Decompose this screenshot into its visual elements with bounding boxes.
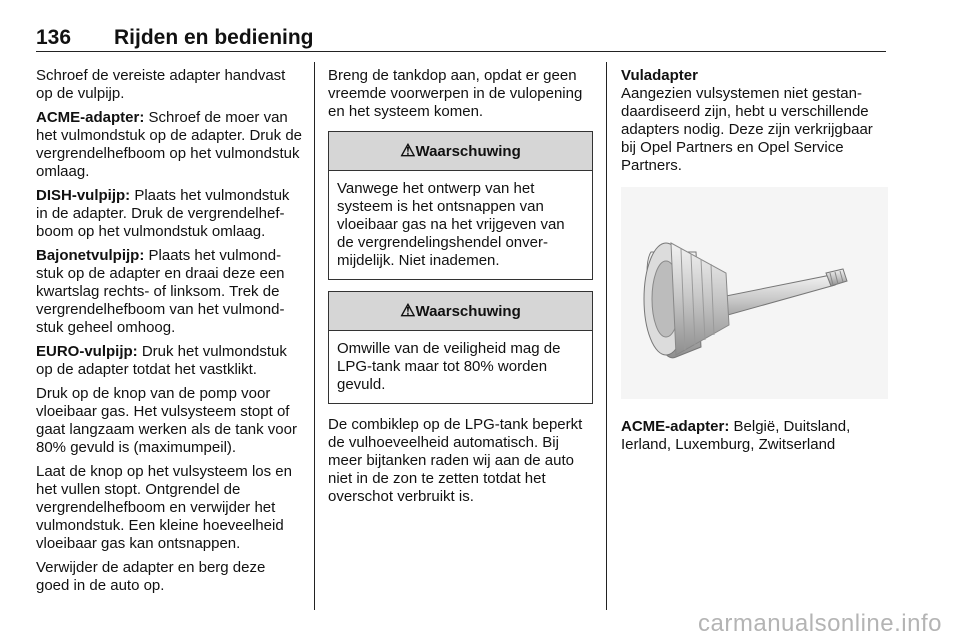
- warning-triangle-icon: ⚠: [400, 301, 416, 320]
- paragraph: Druk op de knop van de pomp voor vloeibaar gas. Het vulsysteem stopt of gaat langzaam werken als de tank voor 80% gevuld is (maximumpeil).: [36, 385, 297, 456]
- acme-adapter-illustration: [621, 187, 888, 399]
- paragraph: Verwijder de adapter en berg deze goed in de auto op.: [36, 559, 266, 594]
- column-3: [621, 67, 888, 460]
- term: ACME-adapter:: [621, 418, 730, 435]
- section-heading: Vuladapter: [621, 67, 698, 84]
- chapter-title: Rijden en bediening: [114, 26, 314, 49]
- column-divider-2: [606, 62, 607, 610]
- warning-box: [328, 291, 593, 404]
- paragraph: [36, 247, 302, 337]
- warning-header: [329, 132, 592, 171]
- term: Bajonetvulpijp:: [36, 247, 145, 264]
- page-number: 136: [36, 26, 72, 49]
- paragraph: [36, 343, 302, 379]
- paragraph: [36, 109, 302, 181]
- column-2: [328, 67, 593, 512]
- warning-text: Vanwege het ontwerp van het systeem is het ontsnappen van vloeibaar gas na het vrijgeven van de vergrendelingshendel onvermijdelijk. Niet inademen.: [337, 180, 565, 269]
- warning-text: Omwille van de veiligheid mag de LPG-tank maar tot 80% worden gevuld.: [337, 340, 561, 393]
- paragraph: Schroef de vereiste adapter handvast op de vulpijp.: [36, 67, 286, 102]
- term: DISH-vulpijp:: [36, 187, 131, 204]
- caption: [621, 418, 888, 454]
- paragraph-text: Schroef de moer van het vulmondstuk op de adapter. Druk de vergrendelhefboom op het vulmondstuk omlaag.: [36, 109, 303, 180]
- column-divider-1: [314, 62, 315, 610]
- column-1: [36, 67, 302, 601]
- term: EURO-vulpijp:: [36, 343, 138, 360]
- term: ACME-adapter:: [36, 109, 145, 126]
- paragraph-text: Plaats het vulmondstuk in de adapter. Druk de vergrendelhefboom op het vulmondstuk omlaag.: [36, 187, 290, 240]
- warning-title: Waarschuwing: [415, 303, 521, 320]
- warning-box: [328, 131, 593, 280]
- paragraph: [36, 187, 302, 241]
- paragraph: Laat de knop op het vulsysteem los en het vullen stopt. Ontgrendel de vergrendelhefboom en verwijder het vulmondstuk. Een kleine hoeveelheid vloeibaar gas kan ontsnappen.: [36, 463, 292, 552]
- paragraph: Aangezien vulsystemen niet gestandaardiseerd zijn, hebt u verschillende adapters nodig. Deze zijn verkrijgbaar bij Opel Partners en Opel Service Partners.: [621, 85, 873, 174]
- warning-header: [329, 292, 592, 331]
- warning-title: Waarschuwing: [415, 143, 521, 160]
- header-rule: [36, 51, 886, 52]
- caption-text: België, Duitsland, Ierland, Luxemburg, Zwitserland: [621, 418, 851, 453]
- paragraph-text: Druk het vulmondstuk op de adapter totdat het vastklikt.: [36, 343, 287, 378]
- paragraph: Breng de tankdop aan, opdat er geen vreemde voorwerpen in de vulopening en het systeem komen.: [328, 67, 583, 120]
- page-header: [36, 26, 886, 52]
- paragraph-text: Plaats het vulmondstuk op de adapter en draai deze een kwartslag rechts- of linksom. Trek de vergrendelhefboom van het vulmondstuk geheel omhoog.: [36, 247, 285, 336]
- watermark: carmanualsonline.info: [698, 610, 942, 637]
- paragraph: De combiklep op de LPG-tank beperkt de vulhoeveelheid automatisch. Bij meer bijtanken raden wij aan de auto niet in de zon te zetten totdat het overschot verbruikt is.: [328, 416, 583, 505]
- warning-triangle-icon: ⚠: [400, 141, 416, 160]
